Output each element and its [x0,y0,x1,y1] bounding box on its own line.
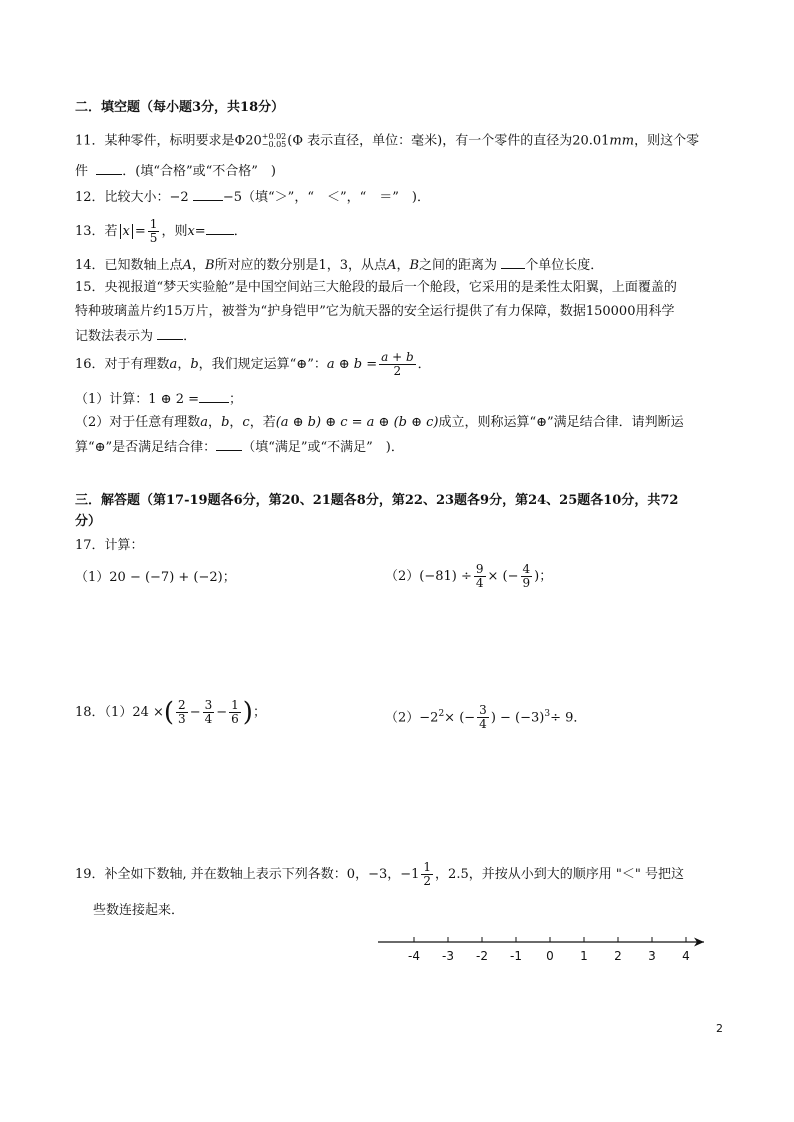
number-line [370,930,720,970]
q18-fraction-3-4: $\frac{3}{4}$ [204,698,213,726]
q16-p1-answer-blank[interactable] [199,391,229,403]
q17-fraction-9-4: $\frac{9}{4}$ [475,562,484,590]
q13-fraction: $\frac{1}{5}$ [149,217,158,245]
q11-unit: mm [609,133,635,149]
q18-p1-text-b: ； [252,705,266,720]
q13-eq2: = [194,224,206,239]
q12-text-b: −5（填“＞”，“ ＜”，“ ＝” )． [222,190,430,205]
q18-minus2: − [216,705,228,720]
q13-abs-x: x [120,224,133,239]
q16-p2-text-d: 算“⊕”是否满足结合律： [75,440,217,455]
number-line-tick-label: 3 [648,949,656,963]
number-line-tick-label: -4 [408,949,420,963]
q18-exp-3: 3 [544,709,551,719]
q14-point-a2: A [387,258,397,273]
q11-tol-plus: +0.02 [261,132,287,141]
q16-line1 [75,350,431,380]
q16-p2-var-c: c [242,415,250,430]
q14-line [75,257,603,274]
q18-p2-text-c: ) − (−3) [490,710,545,726]
q14-text-c: 之间的距离为 [419,258,498,273]
q15-text-a: 记数法表示为 [75,329,154,344]
q18-fraction-1-6: $\frac{1}{6}$ [231,698,239,726]
q11-line1 [75,133,699,150]
q16-text-b: ，我们规定运算“⊕”： [198,357,327,372]
q18-p1-text-a: 18．（1）24 × [75,705,164,720]
q12-text-a: 12．比较大小：−2 [75,190,189,205]
q16-p2-text-c: 成立，则称运算“⊕”满足结合律．请判断运 [438,415,684,430]
q17-p2-text-a: （2）(−81) ÷ [385,569,472,584]
q17-part2 [385,560,552,594]
q14-sep2: ， [396,258,410,273]
q18-p2-text-d: ÷ 9． [550,710,587,726]
q11-phi: Φ20 [234,133,262,149]
q14-point-b2: B [409,258,420,273]
q11-line2 [75,163,276,180]
q13-text-b: ，则 [161,224,188,239]
number-line-tick-label: -1 [510,949,522,963]
q16-text-a: 16．对于有理数 [75,357,170,372]
q13-text-a: 13．若 [75,224,118,239]
q18-p2-text-a: （2）−2 [385,710,439,726]
q18-part1 [75,694,266,732]
q11-text-c: ，则这个零 [634,133,700,149]
q13-var-x: x [187,224,195,239]
q14-answer-blank[interactable] [501,257,525,269]
q14-text-a: 14．已知数轴上点 [75,258,183,273]
q16-var-b: b [190,357,199,372]
q16-part1 [75,391,242,408]
q17-title: 17．计算： [75,538,144,553]
q14-point-a: A [182,258,192,273]
number-line-tick-label: 2 [614,949,622,963]
q14-point-b: B [204,258,215,273]
q15-line1: 15．央视报道“梦天实验舱”是中国空间站三大舱段的最后一个舱段，它采用的是柔性太阳翼，上面覆盖的 [75,280,677,295]
q14-text-b: 所对应的数分别是1，3，从点 [214,258,388,273]
q11-text-e: ．(填“合格”或“不合格” ) [122,164,277,179]
q16-p2-var-a: a [200,415,209,430]
q15-line2: 特种玻璃盖片约15万片，被誉为“护身铠甲”它为航天器的安全运行提供了有力保障，数据150000用科学 [75,304,675,319]
q18-fraction-3-4b: $\frac{3}{4}$ [479,703,487,732]
q11-text-b: (Φ 表示直径，单位：毫米)，有一个零件的直径为20.01 [287,133,610,149]
q12-answer-blank[interactable] [193,189,223,201]
section2-title: 二．填空题（每小题3分，共18分） [75,100,285,115]
q18-fraction-2-3: $\frac{2}{3}$ [178,698,186,726]
q11-tolerance [262,133,287,149]
q16-p2-comma2: ， [229,415,243,430]
q18-right-paren: ) [242,697,253,728]
q11-tol-minus: −0.05 [261,140,287,149]
q16-def-left: a ⊕ b = [326,357,378,372]
q19-line1 [75,858,684,892]
q16-var-a: a [169,357,178,372]
q16-p2-text-e: （填“满足”或“不满足” )． [242,440,404,455]
q17-fraction-4-9: $\frac{4}{9}$ [522,562,531,590]
number-line-tick-label: 0 [546,949,554,963]
q16-period: ． [417,357,431,372]
number-line-tick-label: -3 [442,949,454,963]
q16-p1-text-b: ； [229,392,243,407]
q13-eq: = [134,224,146,239]
q16-p2-text-b: ，若 [249,415,276,430]
number-line-tick-label: 4 [682,949,690,963]
section3-title-line1: 三．解答题（第17-19题各6分，第20、21题各8分，第22、23题各9分，第24、25题各10分，共72 [75,493,679,508]
q13-text-e: ． [233,224,247,239]
q16-p1-text-a: （1）计算：1 ⊕ 2 = [75,392,199,407]
q11-text-d: 件 [75,164,89,179]
q19-text-a: 19．补全如下数轴, 并在数轴上表示下列各数：0，−3，−1 [75,867,420,882]
q17-p2-text-b: × (− [487,569,519,584]
q18-part2 [385,697,586,735]
q17-p2-text-c: )； [534,569,553,584]
q18-left-paren: ( [163,697,175,728]
q18-exp-2: 2 [438,709,445,719]
q16-p2-var-b: b [221,415,230,430]
q15-line3 [75,328,196,345]
q11-text-a: 11．某种零件，标明要求是 [75,133,235,149]
q16-p2-expr: (a ⊕ b) ⊕ c = a ⊕ (b ⊕ c) [275,415,439,430]
q18-minus1: − [189,705,201,720]
q15-answer-blank[interactable] [157,328,183,340]
q19-text-b: ，2.5，并按从小到大的顺序用 "＜" 号把这 [435,867,684,882]
q16-p2-text-a: （2）对于任意有理数 [75,415,201,430]
page-number: 2 [716,1022,723,1035]
q13-line [75,218,247,245]
q16-part2-line1 [75,415,684,431]
q16-part2-line2 [75,439,404,456]
q16-p2-answer-blank[interactable] [216,439,242,451]
q16-def-fraction: $\frac{a + b}{2}$ [381,350,414,378]
q13-answer-blank[interactable] [206,223,234,235]
q12-line [75,189,430,206]
q19-line2: 些数连接起来． [93,903,185,918]
q14-sep: ， [191,258,205,273]
number-line-tick-label: -2 [476,949,488,963]
q14-text-d: 个单位长度． [525,258,604,273]
q11-answer-blank[interactable] [96,163,122,175]
q16-p2-comma1: ， [208,415,222,430]
q16-comma: ， [177,357,191,372]
section3-title-line2: 分） [75,514,102,529]
q15-text-b: ． [183,329,197,344]
q17-part1: （1）20 − (−7) + (−2)； [75,570,236,585]
q18-p2-text-b: × (− [444,710,476,726]
q19-mixed-fraction: $\frac{1}{2}$ [423,860,432,888]
number-line-tick-label: 1 [580,949,588,963]
